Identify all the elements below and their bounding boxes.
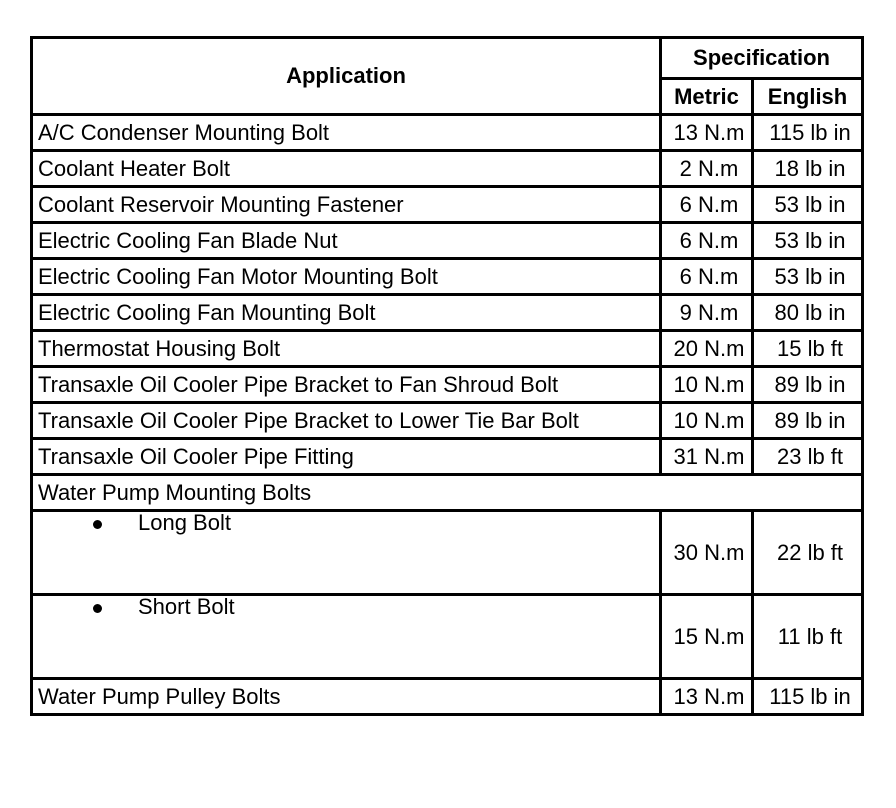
metric-cell: 13 N.m: [661, 679, 753, 715]
application-cell: Electric Cooling Fan Blade Nut: [32, 223, 661, 259]
application-cell: Transaxle Oil Cooler Pipe Fitting: [32, 439, 661, 475]
metric-cell: 20 N.m: [661, 331, 753, 367]
application-cell: Electric Cooling Fan Mounting Bolt: [32, 295, 661, 331]
group-header-row: [32, 475, 863, 511]
group-title: Water Pump Mounting Bolts: [32, 475, 863, 511]
table-row: [32, 187, 863, 223]
english-cell: 18 lb in: [753, 151, 863, 187]
metric-cell: 6 N.m: [661, 259, 753, 295]
table-row: [32, 151, 863, 187]
english-cell: 11 lb ft: [753, 595, 863, 679]
application-cell: Water Pump Pulley Bolts: [32, 679, 661, 715]
table-row: [32, 223, 863, 259]
metric-cell: 6 N.m: [661, 187, 753, 223]
english-cell: 53 lb in: [753, 259, 863, 295]
header-metric: Metric: [661, 79, 753, 115]
english-cell: 89 lb in: [753, 367, 863, 403]
english-cell: 23 lb ft: [753, 439, 863, 475]
table-row: [32, 331, 863, 367]
table-row: [32, 595, 863, 679]
table-row: [32, 439, 863, 475]
table-row: [32, 403, 863, 439]
metric-cell: 10 N.m: [661, 403, 753, 439]
application-cell: Coolant Heater Bolt: [32, 151, 661, 187]
metric-cell: 9 N.m: [661, 295, 753, 331]
application-cell: A/C Condenser Mounting Bolt: [32, 115, 661, 151]
table-row: [32, 367, 863, 403]
english-cell: 53 lb in: [753, 223, 863, 259]
header-english: English: [753, 79, 863, 115]
bullet-icon: [38, 512, 138, 534]
table-row: [32, 259, 863, 295]
metric-cell: 2 N.m: [661, 151, 753, 187]
table-row: [32, 295, 863, 331]
metric-cell: 6 N.m: [661, 223, 753, 259]
sub-application-label: Long Bolt: [138, 510, 231, 535]
header-specification: Specification: [661, 38, 863, 79]
application-cell: [32, 511, 661, 595]
metric-cell: 10 N.m: [661, 367, 753, 403]
english-cell: 115 lb in: [753, 115, 863, 151]
english-cell: 115 lb in: [753, 679, 863, 715]
english-cell: 89 lb in: [753, 403, 863, 439]
application-cell: Transaxle Oil Cooler Pipe Bracket to Lower Tie Bar Bolt: [32, 403, 661, 439]
metric-cell: 15 N.m: [661, 595, 753, 679]
torque-spec-table: [30, 36, 864, 716]
application-cell: Transaxle Oil Cooler Pipe Bracket to Fan Shroud Bolt: [32, 367, 661, 403]
application-cell: Thermostat Housing Bolt: [32, 331, 661, 367]
table-row: [32, 679, 863, 715]
application-cell: Coolant Reservoir Mounting Fastener: [32, 187, 661, 223]
sub-application-label: Short Bolt: [138, 594, 235, 619]
metric-cell: 31 N.m: [661, 439, 753, 475]
english-cell: 15 lb ft: [753, 331, 863, 367]
english-cell: 53 lb in: [753, 187, 863, 223]
header-application: Application: [32, 38, 661, 115]
application-cell: Electric Cooling Fan Motor Mounting Bolt: [32, 259, 661, 295]
application-cell: [32, 595, 661, 679]
english-cell: 80 lb in: [753, 295, 863, 331]
english-cell: 22 lb ft: [753, 511, 863, 595]
bullet-icon: [38, 596, 138, 618]
metric-cell: 30 N.m: [661, 511, 753, 595]
table-row: [32, 115, 863, 151]
table-row: [32, 511, 863, 595]
metric-cell: 13 N.m: [661, 115, 753, 151]
